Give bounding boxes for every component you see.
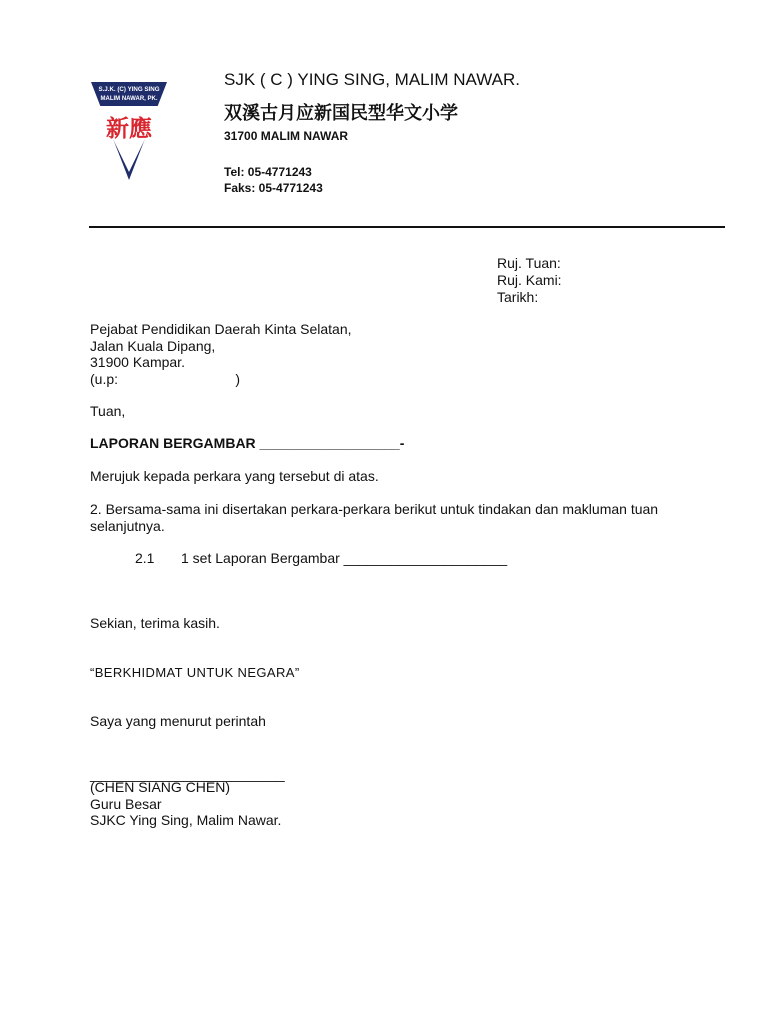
contact-block	[224, 164, 323, 196]
address-line-3: 31900 Kampar.	[90, 354, 185, 370]
telephone: Tel: 05-4771243	[224, 165, 312, 179]
signature-line: _________________________	[90, 766, 285, 782]
recipient-address	[90, 321, 352, 387]
school-name: SJK ( C ) YING SING, MALIM NAWAR.	[224, 70, 520, 89]
obey-line: Saya yang menurut perintah	[90, 713, 266, 729]
logo-bottom-text: MALIM NAWAR, PK.	[100, 96, 158, 102]
address-line-1: Pejabat Pendidikan Daerah Kinta Selatan,	[90, 321, 352, 337]
item-number: 2.1	[135, 550, 155, 566]
address-line-2: Jalan Kuala Dipang,	[90, 337, 216, 354]
letterhead-divider	[89, 226, 725, 228]
ref-kami: Ruj. Kami:	[497, 272, 562, 288]
attention-line	[90, 371, 352, 388]
school-name-chinese: 双溪古月应新国民型华文小学	[224, 103, 458, 124]
signatory-name: (CHEN SIANG CHEN)	[90, 779, 231, 795]
logo-emblem-text: 新應	[106, 116, 152, 142]
school-logo	[89, 80, 169, 182]
attention-close: )	[235, 370, 241, 387]
fax: Faks: 05-4771243	[224, 181, 323, 195]
school-postcode: 31700 MALIM NAWAR	[224, 129, 349, 143]
item-text: 1 set Laporan Bergambar _____________________	[181, 550, 508, 566]
ref-date: Tarikh:	[497, 289, 539, 305]
signatory-school: SJKC Ying Sing, Malim Nawar.	[90, 812, 282, 828]
motto: “BERKHIDMAT UNTUK NEGARA”	[90, 665, 300, 680]
salutation: Tuan,	[90, 403, 126, 419]
logo-top-text: S.J.K. (C) YING SING	[98, 86, 160, 93]
signature-block	[90, 779, 281, 829]
reference-block	[497, 255, 562, 306]
attention-open: (u.p:	[90, 370, 119, 387]
letter-subject: LAPORAN BERGAMBAR __________________-	[90, 435, 405, 451]
paragraph-2: 2. Bersama-sama ini disertakan perkara-perkara berikut untuk tindakan dan makluman tuan selanjutnya.	[90, 501, 659, 534]
closing-line: Sekian, terima kasih.	[90, 615, 220, 631]
enclosure-item	[135, 550, 507, 566]
ref-tuan: Ruj. Tuan:	[497, 255, 561, 271]
paragraph-1: Merujuk kepada perkara yang tersebut di atas.	[90, 468, 379, 484]
signatory-title: Guru Besar	[90, 795, 162, 812]
